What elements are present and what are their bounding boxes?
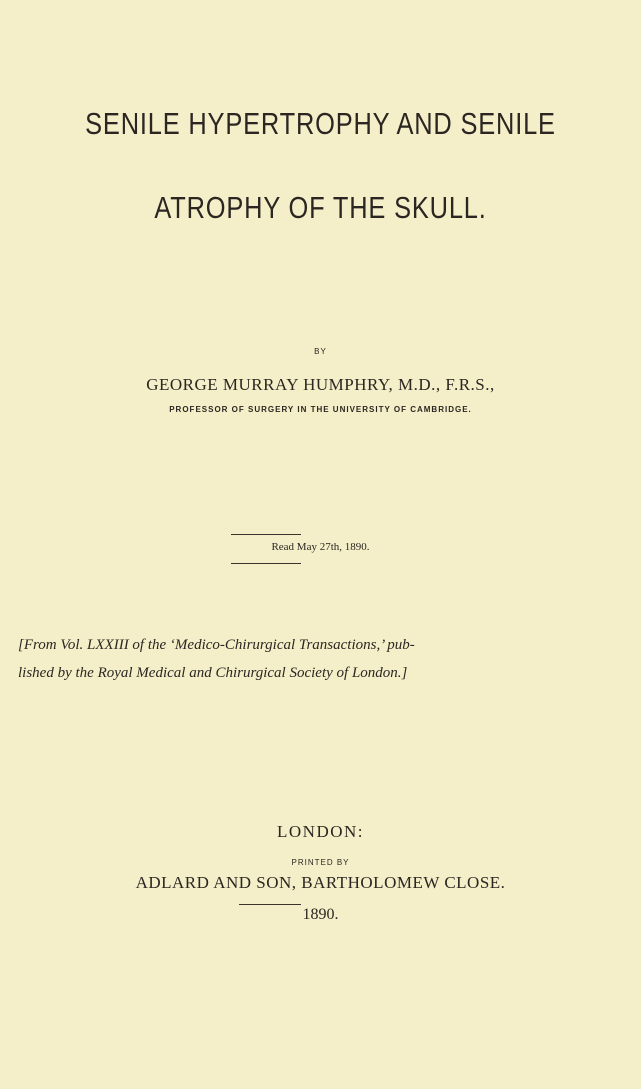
printed-by-label: PRINTED BY xyxy=(291,858,350,867)
title-line-2: ATROPHY OF THE SKULL. xyxy=(154,190,487,225)
publication-year: 1890. xyxy=(302,906,339,923)
divider-rule-top xyxy=(231,534,301,535)
by-label: BY xyxy=(314,347,327,356)
source-note-line-1: [From Vol. LXXIII of the ‘Medico-Chirurgical Transactions,’ pub- xyxy=(18,637,415,653)
source-note xyxy=(18,631,628,687)
source-note-line-2: lished by the Royal Medical and Chirurgical Society of London.] xyxy=(18,665,408,681)
imprint-place: LONDON: xyxy=(277,822,364,841)
author-name: GEORGE MURRAY HUMPHRY, M.D., F.R.S., xyxy=(146,375,495,394)
divider-rule-bottom xyxy=(231,563,301,564)
read-date: Read May 27th, 1890. xyxy=(271,541,370,553)
divider-rule-year xyxy=(239,904,301,905)
title-line-1: SENILE HYPERTROPHY AND SENILE xyxy=(85,106,556,141)
printer-name: ADLARD AND SON, BARTHOLOMEW CLOSE. xyxy=(135,873,506,892)
author-position: PROFESSOR OF SURGERY IN THE UNIVERSITY OF CAMBRIDGE. xyxy=(169,405,472,414)
